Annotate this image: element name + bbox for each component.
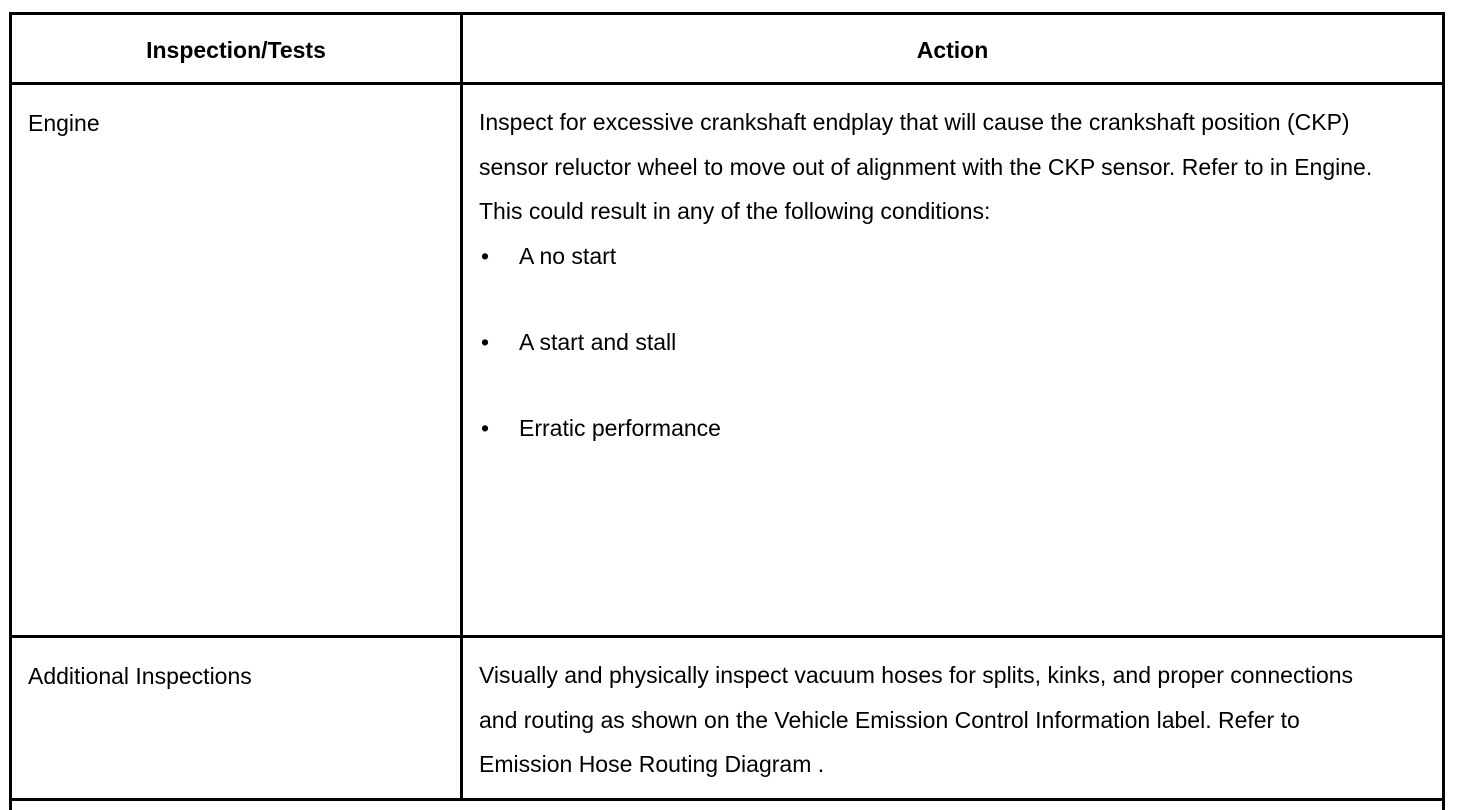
bullet-icon: •: [481, 328, 490, 355]
table-row: [12, 638, 1442, 801]
list-item: [479, 234, 1442, 320]
list-item: [479, 406, 1442, 492]
table-header-row: [12, 15, 1442, 85]
inspection-cell: [12, 638, 460, 798]
header-inspection-tests: Inspection/Tests: [146, 37, 326, 63]
list-item: [479, 320, 1442, 406]
inspection-table: [9, 12, 1445, 810]
action-cell: [463, 85, 1442, 635]
table-row: [12, 85, 1442, 638]
action-text-engine: Inspect for excessive crankshaft endplay that will cause the crankshaft position (CKP) sensor reluctor wheel to move out of alignment with the CKP sensor. Refer to in Engine. This could result in any of the following conditions:: [479, 109, 1373, 224]
bullet-icon: •: [481, 242, 490, 269]
condition-text: Erratic performance: [519, 414, 721, 441]
action-text-additional: Visually and physically inspect vacuum hoses for splits, kinks, and proper connections and routing as shown on the Vehicle Emission Control Information label. Refer to Emission Hose Routing Diagram .: [479, 662, 1354, 777]
action-cell: [463, 638, 1442, 798]
inspection-cell: [12, 85, 460, 635]
bullet-icon: •: [481, 414, 490, 441]
conditions-list: [463, 234, 1442, 492]
condition-text: A start and stall: [519, 328, 677, 355]
inspection-label-engine: Engine: [28, 110, 100, 136]
inspection-label-additional: Additional Inspections: [28, 663, 252, 689]
header-action: Action: [916, 37, 989, 63]
condition-text: A no start: [519, 242, 617, 269]
